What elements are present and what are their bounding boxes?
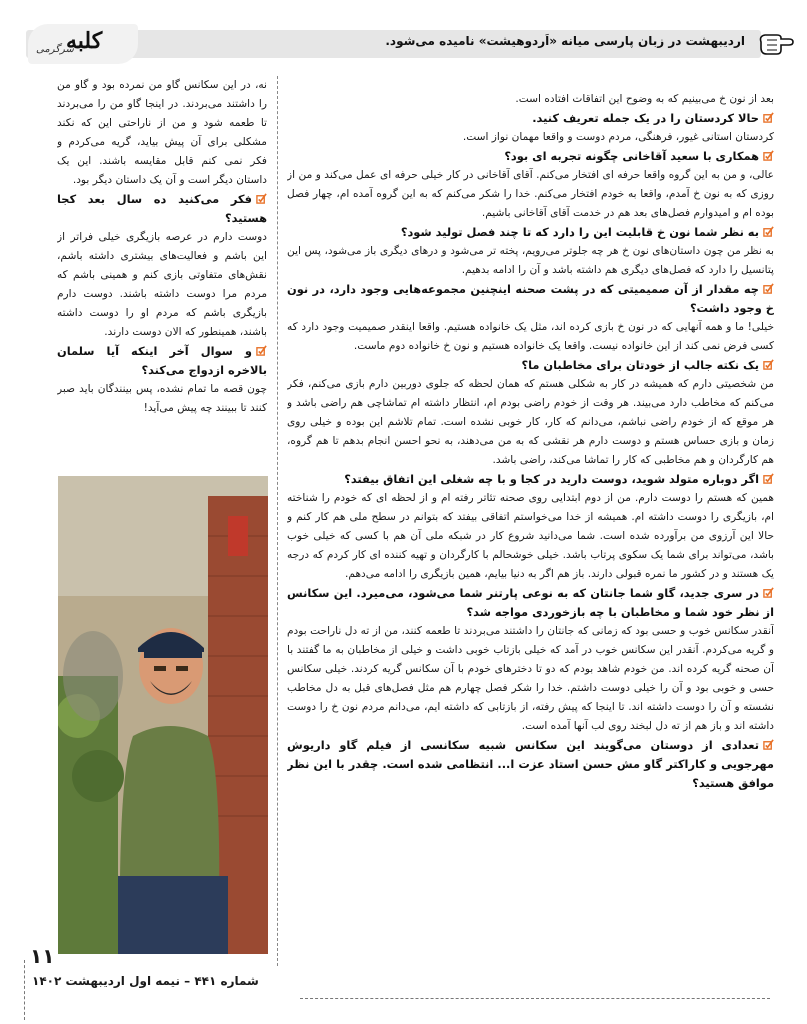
interview-answer [287,375,774,470]
answer-text: خیلی! ما و همه آنهایی که در نون خ بازی کرده اند، مثل یک خانواده هستیم. واقعا اینقدر صمیمیت وجود دارد که کسی فرض نمی کند از این خانواده نیست. واقعا یک خانواده هستیم و نون خ خانواده دوم ماست. [287,321,774,352]
question-text: تعدادی از دوستان می‌گویند این سکانس شبیه سکانسی از فیلم گاو داریوش مهرجویی و کاراکتر گاو مش حسن استاد عزت ا... انتظامی شده است. چقدر با این نظر موافق هستید؟ [287,738,774,790]
pointing-hand-icon [755,26,795,58]
answer-text: نه، در این سکانس گاو من نمرده بود و گاو من را داشتند می‌بردند. در اینجا گاو من را می‌بردند تا طعمه شود و من از ناراحتی این که نکند مشکلی برای آن پیش بیاید، گریه می‌کردم و فکر نمی کنم قابل مقایسه باشند. این یک داستان دیگر است و آن یک داستان دیگر بود. [57,79,267,186]
actor-photo [58,476,268,954]
interview-question [287,109,774,128]
interview-question [287,147,774,166]
interview-answer [287,90,774,109]
interview-answer [287,318,774,356]
main-article-column [287,90,774,960]
interview-question [287,736,774,793]
pencil-check-icon [763,112,774,123]
interview-question [57,342,267,380]
question-text: یک نکته جالب از خودتان برای مخاطبان ما؟ [521,358,759,372]
pencil-check-icon [763,359,774,370]
section-logo-title: کلبه [66,28,103,54]
interview-question [287,223,774,242]
interview-question [57,190,267,228]
question-text: فکر می‌کنید ده سال بعد کجا هستید؟ [57,192,267,225]
interview-answer [287,242,774,280]
interview-answer [287,128,774,147]
pencil-check-icon [763,587,774,598]
pencil-check-icon [256,345,267,356]
interview-answer [57,228,267,342]
pencil-check-icon [763,473,774,484]
pencil-check-icon [763,283,774,294]
section-logo-subtitle: سرگرمی [36,44,74,55]
interview-question [287,470,774,489]
answer-text: چون قصه ما تمام نشده، پس بینندگان باید صبر کنند تا ببینند چه پیش می‌آید! [57,383,267,414]
footer-vertical-rule [24,960,25,1020]
question-text: همکاری با سعید آقاخانی چگونه تجربه ای بود؟ [504,149,759,163]
interview-question [287,584,774,622]
answer-text: به نظر من چون داستان‌های نون خ هر چه جلوتر می‌رویم، پخته تر می‌شود و درهای دیگری باز می‌شود، پس این پتانسیل را دارد که فصل‌های دیگری هم داشته باشد و آن را ادامه بدهیم. [287,245,774,276]
answer-text: همین که هستم را دوست دارم. من از دوم ابتدایی روی صحنه تئاتر رفته ام و از لحظه ای که خودم را شناخته ام، بازیگری را دوست داشته ام. همیشه از خدا می‌خواستم اتفاقی بیفتد که بتوانم در سطح ملی هم کار کنم و حالا این آرزوی من برآورده شده است. شما می‌دانید شروع کار در شبکه ملی آن هم با کسی که خیلی خوب باشد، می‌تواند برای شما یک سکوی پرتاب باشد. خیلی خوشحالم با کارگردان و تهیه کننده ای کار کردم که درجه یک هستند و در کشور ما نمره قبولی دارند. باز هم اگر به دنیا بیایم، همین بازیگری را ادامه می‌دهم. [287,492,774,580]
interview-answer [57,76,267,190]
pencil-check-icon [763,226,774,237]
question-text: و سوال آخر اینکه آیا سلمان بالاخره ازدواج می‌کند؟ [57,344,267,377]
side-article-column [57,76,267,458]
pencil-check-icon [763,739,774,750]
issue-info: شماره ۴۴۱ – نیمه اول اردیبهشت ۱۴۰۲ [32,974,259,988]
interview-answer [57,380,267,418]
answer-text: دوست دارم در عرصه بازیگری خیلی فراتر از این باشم و فعالیت‌های بیشتری داشته باشم، نقش‌های متفاوتی بازی کنم و همینی باشم که مردم مرا دوست داشته باشند. دوست دارم بازیگری باشم که مردم او را دوست داشته باشند، همینطور که الان دوست دارند. [57,231,267,338]
question-text: به نظر شما نون خ قابلیت این را دارد که تا چند فصل تولید شود؟ [400,225,759,239]
answer-text: آنقدر سکانس خوب و حسی بود که زمانی که جانتان را داشتند می‌بردند تا طعمه کنند، من از ته دل ناراحت بودم و گریه می‌کردم. آنقدر این سکانس خوب در آمد که خیلی بازتاب خوبی داشت و خیلی از مخاطبان به ما گفتند با آن صحنه گریه کرده اند. من خودم شاهد بودم که دو تا دخترهای خودم با آن سکانس گریه کردند. خیلی سکانس حسی و خوبی بود و آن را خیلی دوست داشتم. خدا را شکر فصل چهارم هم مثل فصل‌های قبل به دل مخاطب نشسته و آن را دوست داشته اند. تا اینجا که پیش رفته، از بازتابی که داشته ایم، می‌دانم مردم نون خ را دوست داشته اند و باز هم از ته دل لبخند روی لب آنها آمده است. [287,625,774,732]
question-text: چه مقدار از آن صمیمیتی که در پشت صحنه اینچنین مجموعه‌هایی وجود دارد، در نون خ وجود داشت؟ [287,282,774,315]
footer-horizontal-rule [300,998,770,999]
column-divider [277,76,278,966]
interview-answer [287,489,774,584]
answer-text: کردستان استانی غیور، فرهنگی، مردم دوست و واقعا مهمان نواز است. [462,131,774,143]
question-text: در سری جدید، گاو شما جانتان که به نوعی پارتنر شما می‌شود، می‌میرد. این سکانس از نظر خود شما و مخاطبان با چه بازخوردی مواجه شد؟ [287,586,774,619]
answer-text: عالی، و من به این گروه واقعا حرفه ای افتخار می‌کنم. آقای آقاخانی در کار خیلی حرفه ای عمل می‌کند و من از روزی که به نون خ آمدم، واقعا به خودم افتخار می‌کنم. خدا را شکر می‌کنم که به این گروه آمده ام، چهار فصل بوده ام و امیدوارم فصل‌های بعد هم در خدمت آقای آقاخانی باشیم. [287,169,774,219]
interview-question [287,356,774,375]
answer-text: من شخصیتی دارم که همیشه در کار به شکلی هستم که همان لحظه که جلوی دوربین دارم بازی می‌کنم، فکر می‌کنم که مخاطب دارد می‌بیند. هر وقت از خودم راضی بودم ام، انتظار داشته ام تماشاچی هم راضی باشد و هر موقع که از خودم راضی نباشم، می‌دانم که کار، کار خوبی نشده است. تمام تلاشم این بوده و خیلی روی زمان و بازی حساس هستم و دوست دارم هر نقشی که به من می‌دهند، به نحو احسن انجام بدهم تا هم گروه، هم کارگردان و هم مخاطبی که کار را تماشا می‌کند، راضی باشد. [287,378,774,466]
question-text: اگر دوباره متولد شوید، دوست دارید در کجا و با چه شغلی این اتفاق بیفتد؟ [344,472,759,486]
page-number: ۱۱ [30,944,55,968]
pencil-check-icon [763,150,774,161]
interview-answer [287,166,774,223]
answer-text: بعد از نون خ می‌بینیم که به وضوح این اتفاقات افتاده است. [515,93,774,105]
interview-question [287,280,774,318]
header-fact-text: اردیبهشت در زبان پارسی میانه «اَردوهیشت» نامیده می‌شود. [385,34,745,48]
pencil-check-icon [256,193,267,204]
interview-answer [287,622,774,736]
question-text: حالا کردستان را در یک جمله تعریف کنید. [532,111,759,125]
